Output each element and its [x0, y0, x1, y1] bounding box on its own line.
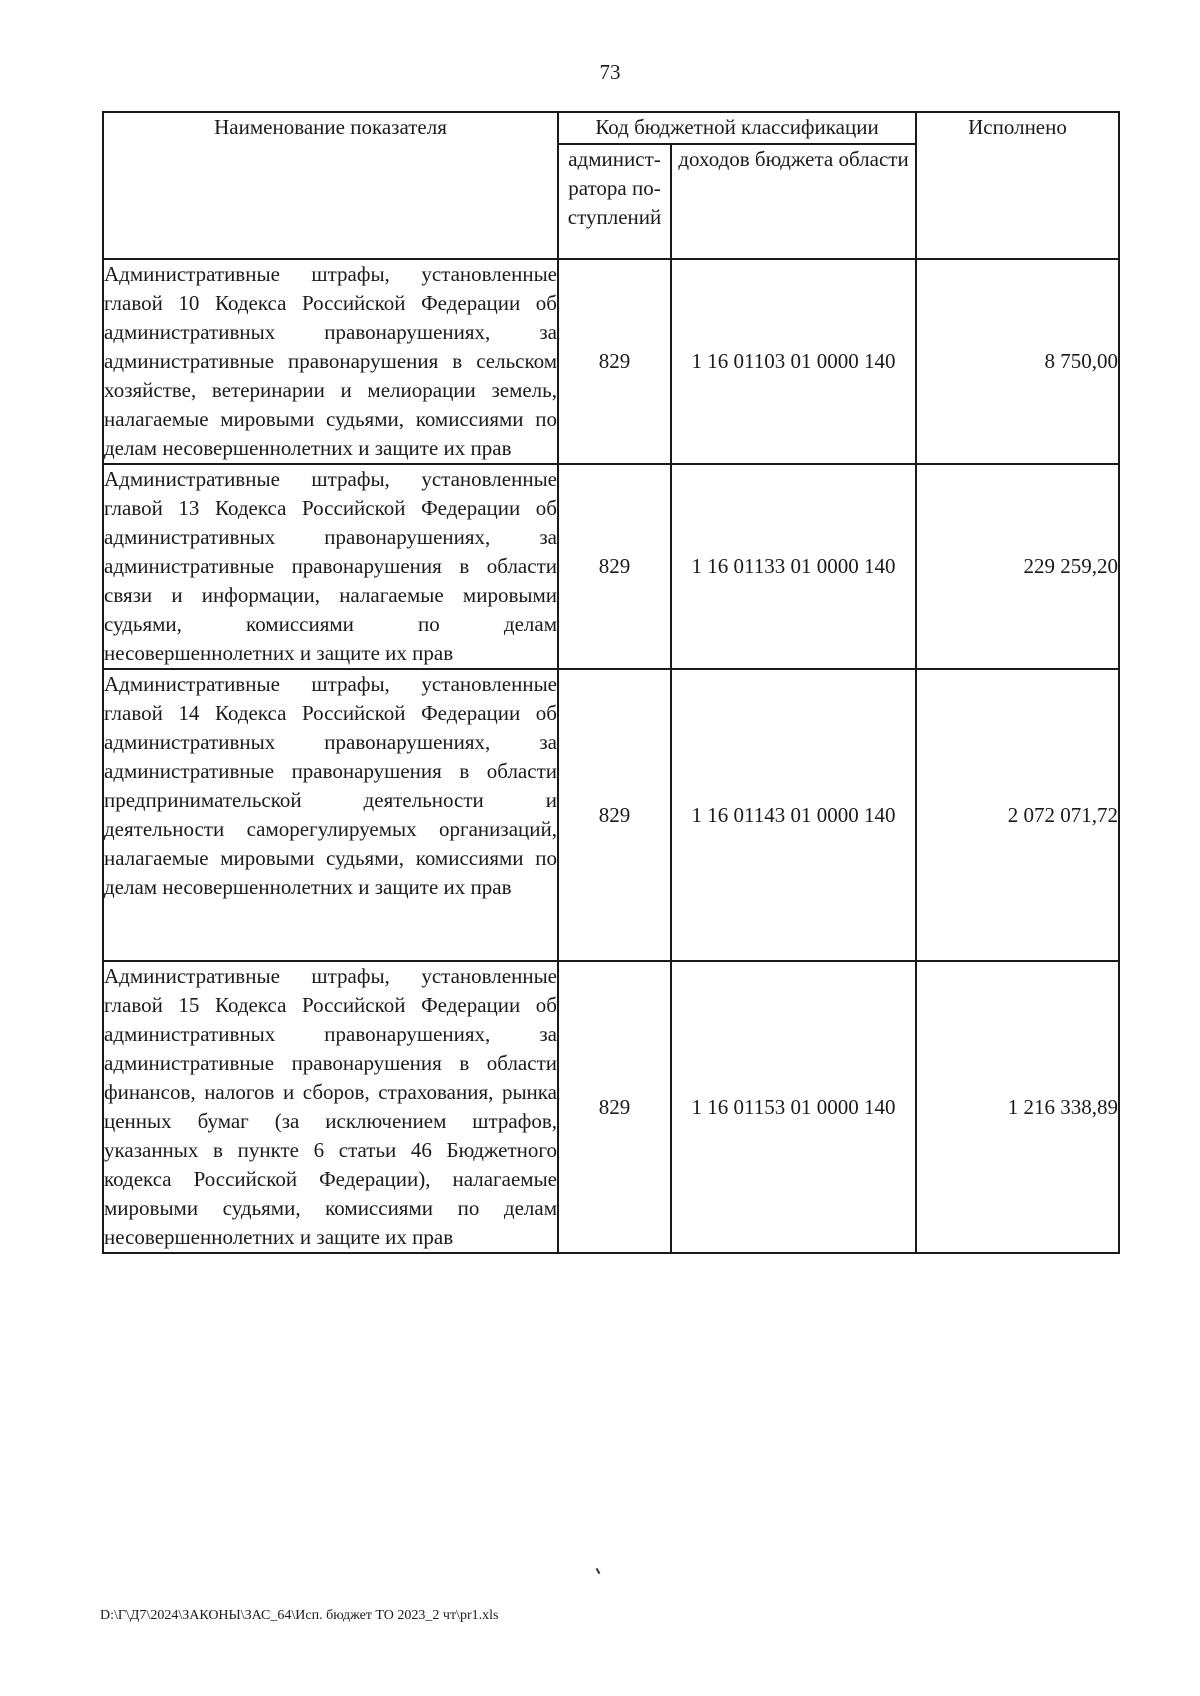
header-executed: Исполнено — [916, 112, 1119, 259]
budget-table — [102, 111, 1120, 1254]
row-executed: 1 216 338,89 — [916, 961, 1119, 1253]
row-name: Административные штрафы, установленные главой 15 Кодекса Российской Федерации об административных правонарушениях, за административные правонарушения в области финансов, налогов и сборов, страхования, рынка ценных бумаг (за исключением штрафов, указанных в пункте 6 статьи 46 Бюджетного кодекса Российской Федерации), налагаемые мировыми судьями, комиссиями по делам несовершеннолетних и защите их прав — [103, 961, 558, 1253]
row-income-code: 1 16 01103 01 0000 140 — [671, 259, 916, 464]
table-row — [103, 464, 1119, 669]
row-income-code: 1 16 01153 01 0000 140 — [671, 961, 916, 1253]
stray-mark — [596, 1568, 601, 1574]
table-row — [103, 669, 1119, 961]
header-admin: админист-ратора по-ступлений — [558, 144, 671, 259]
row-name: Административные штрафы, установленные главой 10 Кодекса Российской Федерации об административных правонарушениях, за административные правонарушения в сельском хозяйстве, ветеринарии и мелиорации земель, налагаемые мировыми судьями, комиссиями по делам несовершеннолетних и защите их прав — [103, 259, 558, 464]
header-row — [103, 112, 1119, 144]
table-row — [103, 259, 1119, 464]
row-income-code: 1 16 01143 01 0000 140 — [671, 669, 916, 961]
row-admin-code: 829 — [558, 669, 671, 961]
row-admin-code: 829 — [558, 464, 671, 669]
row-admin-code: 829 — [558, 259, 671, 464]
table-row — [103, 961, 1119, 1253]
header-code: доходов бюджета области — [671, 144, 916, 259]
row-admin-code: 829 — [558, 961, 671, 1253]
footer-file-path: D:\Г\Д7\2024\ЗАКОНЫ\ЗАС_64\Исп. бюджет ТО 2023_2 чт\pr1.xls — [100, 1608, 499, 1623]
row-executed: 8 750,00 — [916, 259, 1119, 464]
row-name: Административные штрафы, установленные главой 13 Кодекса Российской Федерации об административных правонарушениях, за административные правонарушения в области связи и информации, налагаемые мировыми судьями, комиссиями по делам несовершеннолетних и защите их прав — [103, 464, 558, 669]
row-name: Административные штрафы, установленные главой 14 Кодекса Российской Федерации об административных правонарушениях, за административные правонарушения в области предпринимательской деятельности и деятельности саморегулируемых организаций, налагаемые мировыми судьями, комиссиями по делам несовершеннолетних и защите их прав — [103, 669, 558, 961]
row-executed: 2 072 071,72 — [916, 669, 1119, 961]
page-number: 73 — [599, 60, 621, 84]
header-code-group: Код бюджетной классификации — [558, 112, 916, 144]
row-executed: 229 259,20 — [916, 464, 1119, 669]
header-name: Наименование показателя — [103, 112, 558, 259]
row-income-code: 1 16 01133 01 0000 140 — [671, 464, 916, 669]
